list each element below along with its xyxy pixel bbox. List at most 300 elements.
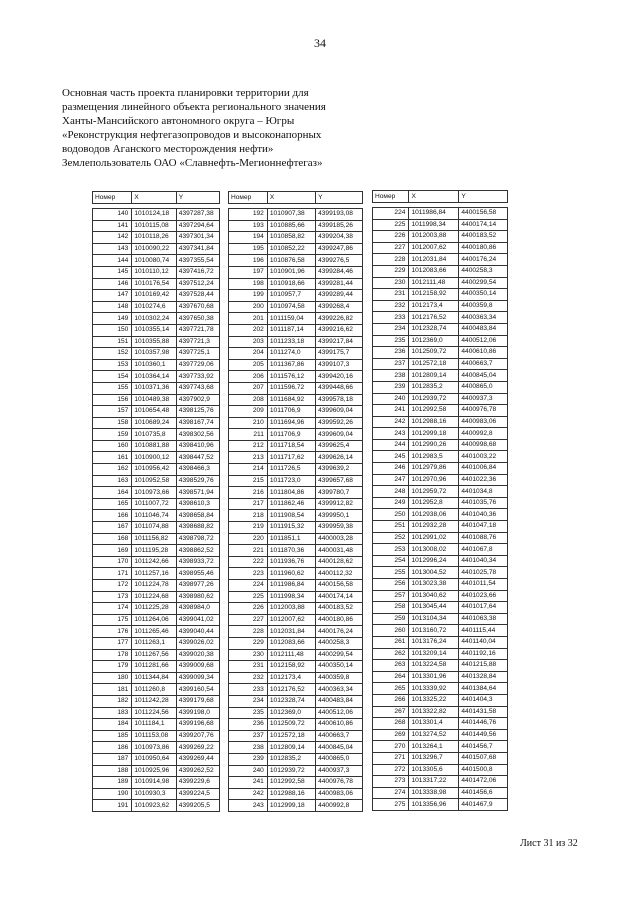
table-row — [93, 730, 220, 742]
x-coordinate-cell: 1013301,96 — [409, 671, 459, 683]
point-number-cell: 217 — [229, 498, 268, 510]
x-coordinate-cell: 1012111,48 — [409, 277, 459, 289]
table-row — [373, 567, 508, 579]
x-coordinate-cell: 1010956,42 — [132, 464, 176, 476]
x-coordinate-cell: 1010735,8 — [132, 429, 176, 441]
heading-line: Ханты-Мансийского автономного округа – Югры — [62, 115, 295, 127]
x-coordinate-cell: 1011908,54 — [267, 510, 315, 522]
page-number: 34 — [314, 36, 326, 50]
x-coordinate-cell: 1013176,24 — [409, 636, 459, 648]
y-coordinate-cell: 4401040,34 — [459, 555, 508, 567]
point-number-cell: 189 — [93, 777, 132, 789]
x-coordinate-cell: 1011260,8 — [132, 684, 176, 696]
y-coordinate-cell: 4399289,44 — [316, 290, 363, 302]
y-coordinate-cell: 4400128,62 — [316, 556, 363, 568]
point-number-cell: 234 — [229, 695, 268, 707]
x-coordinate-cell: 1012007,62 — [267, 614, 315, 626]
point-number-cell: 202 — [229, 324, 268, 336]
y-coordinate-cell: 4400258,3 — [459, 265, 508, 277]
x-coordinate-cell: 1012369,0 — [267, 707, 315, 719]
x-coordinate-cell: 1012988,16 — [267, 788, 315, 800]
y-coordinate-cell: 4401115,44 — [459, 625, 508, 637]
point-number-cell: 241 — [229, 777, 268, 789]
x-coordinate-cell: 1011224,56 — [132, 707, 176, 719]
y-coordinate-cell: 4401022,36 — [459, 474, 508, 486]
table-row — [229, 266, 363, 278]
y-coordinate-cell: 4399281,44 — [316, 278, 363, 290]
point-number-cell: 233 — [373, 312, 409, 324]
point-number-cell: 253 — [373, 544, 409, 556]
table-row — [373, 729, 508, 741]
x-coordinate-cell: 1012999,18 — [267, 800, 315, 812]
x-coordinate-cell: 1012932,28 — [409, 521, 459, 533]
table-row — [229, 800, 363, 812]
y-coordinate-cell: 4399196,68 — [176, 719, 219, 731]
table-row — [373, 787, 508, 799]
table-row — [229, 719, 363, 731]
x-coordinate-cell: 1013356,96 — [409, 799, 459, 811]
x-coordinate-cell: 1010914,98 — [132, 777, 176, 789]
y-coordinate-cell: 4400865,0 — [459, 381, 508, 393]
y-coordinate-cell: 4399912,82 — [316, 498, 363, 510]
y-coordinate-cell: 4398447,52 — [176, 452, 219, 464]
x-coordinate-cell: 1011264,06 — [132, 614, 176, 626]
y-coordinate-cell: 4399448,66 — [316, 382, 363, 394]
point-number-cell: 150 — [93, 324, 132, 336]
point-number-cell: 180 — [93, 672, 132, 684]
point-number-cell: 269 — [373, 729, 409, 741]
table-row — [93, 637, 220, 649]
point-number-cell: 206 — [229, 371, 268, 383]
point-number-cell: 181 — [93, 684, 132, 696]
x-coordinate-cell: 1011706,9 — [267, 406, 315, 418]
table-row — [373, 265, 508, 277]
point-number-cell: 233 — [229, 684, 268, 696]
x-coordinate-cell: 1012992,58 — [267, 777, 315, 789]
x-coordinate-cell: 1013040,62 — [409, 590, 459, 602]
table-row — [229, 649, 363, 661]
point-number-cell: 260 — [373, 625, 409, 637]
x-coordinate-cell: 1012996,24 — [409, 555, 459, 567]
table-row — [373, 741, 508, 753]
y-coordinate-cell: 4400998,68 — [459, 439, 508, 451]
table-row — [373, 428, 508, 440]
y-coordinate-cell: 4400003,28 — [316, 533, 363, 545]
table-row — [373, 300, 508, 312]
table-row — [373, 764, 508, 776]
point-number-cell: 190 — [93, 788, 132, 800]
table-row — [93, 417, 220, 429]
point-number-cell: 237 — [373, 358, 409, 370]
x-coordinate-cell: 1011263,1 — [132, 637, 176, 649]
y-coordinate-cell: 4399276,5 — [316, 255, 363, 267]
table-row — [229, 603, 363, 615]
point-number-cell: 232 — [373, 300, 409, 312]
table-row — [93, 301, 220, 313]
point-number-cell: 174 — [93, 603, 132, 615]
point-number-cell: 154 — [93, 371, 132, 383]
x-coordinate-cell: 1011726,5 — [267, 464, 315, 476]
y-coordinate-cell: 4398980,62 — [176, 591, 219, 603]
point-number-cell: 227 — [373, 242, 409, 254]
point-number-cell: 179 — [93, 661, 132, 673]
table-row — [373, 648, 508, 660]
y-coordinate-cell: 4401500,8 — [459, 764, 508, 776]
x-coordinate-cell: 1013160,72 — [409, 625, 459, 637]
y-coordinate-cell: 4397650,38 — [176, 313, 219, 325]
point-number-cell: 244 — [373, 439, 409, 451]
table-row — [229, 730, 363, 742]
table-row — [373, 509, 508, 521]
table-row — [93, 556, 220, 568]
x-coordinate-cell: 1012173,4 — [409, 300, 459, 312]
y-coordinate-cell: 4400845,04 — [459, 370, 508, 382]
y-coordinate-cell: 4399268,4 — [316, 301, 363, 313]
y-coordinate-cell: 4400299,54 — [459, 277, 508, 289]
x-coordinate-cell: 1011265,46 — [132, 626, 176, 638]
point-number-cell: 258 — [373, 602, 409, 614]
point-number-cell: 227 — [229, 614, 268, 626]
heading-line: Основная часть проекта планировки территории для — [62, 87, 309, 99]
y-coordinate-cell: 4400663,7 — [316, 730, 363, 742]
x-coordinate-cell: 1012509,72 — [409, 347, 459, 359]
y-coordinate-cell: 4400350,14 — [459, 289, 508, 301]
table-row — [229, 336, 363, 348]
x-coordinate-cell: 1010957,7 — [267, 290, 315, 302]
x-coordinate-cell: 1012176,52 — [267, 684, 315, 696]
table-row — [373, 625, 508, 637]
x-coordinate-cell: 1012999,18 — [409, 428, 459, 440]
y-coordinate-cell: 4400174,14 — [316, 591, 363, 603]
point-number-cell: 152 — [93, 348, 132, 360]
table-row — [93, 394, 220, 406]
table-row — [229, 637, 363, 649]
x-coordinate-cell: 1010918,66 — [267, 278, 315, 290]
x-coordinate-cell: 1011915,32 — [267, 522, 315, 534]
point-number-cell: 265 — [373, 683, 409, 695]
x-coordinate-cell: 1012176,52 — [409, 312, 459, 324]
point-number-cell: 172 — [93, 580, 132, 592]
y-coordinate-cell: 4401017,64 — [459, 602, 508, 614]
y-coordinate-cell: 4400176,24 — [459, 254, 508, 266]
x-coordinate-cell: 1010689,24 — [132, 417, 176, 429]
y-coordinate-cell: 4400983,06 — [316, 788, 363, 800]
y-coordinate-cell: 4398571,94 — [176, 487, 219, 499]
y-coordinate-cell: 4399269,44 — [176, 753, 219, 765]
y-coordinate-cell: 4401025,78 — [459, 567, 508, 579]
x-coordinate-cell: 1010925,96 — [132, 765, 176, 777]
table-row — [93, 209, 220, 221]
y-coordinate-cell: 4400183,52 — [459, 231, 508, 243]
y-coordinate-cell: 4401023,66 — [459, 590, 508, 602]
y-coordinate-cell: 4399625,4 — [316, 440, 363, 452]
y-coordinate-cell: 4401140,04 — [459, 636, 508, 648]
x-coordinate-cell: 1012328,74 — [409, 323, 459, 335]
point-number-cell: 241 — [373, 405, 409, 417]
point-number-cell: 149 — [93, 313, 132, 325]
y-coordinate-cell: 4399204,38 — [316, 232, 363, 244]
document-heading — [62, 86, 392, 170]
y-coordinate-cell: 4400363,34 — [316, 684, 363, 696]
point-number-cell: 232 — [229, 672, 268, 684]
y-coordinate-cell: 4400112,32 — [316, 568, 363, 580]
table-row — [373, 706, 508, 718]
table-row — [229, 232, 363, 244]
point-number-cell: 235 — [229, 707, 268, 719]
x-coordinate-cell: 1013274,52 — [409, 729, 459, 741]
point-number-cell: 187 — [93, 753, 132, 765]
y-coordinate-cell: 4400180,86 — [459, 242, 508, 254]
point-number-cell: 230 — [373, 277, 409, 289]
y-coordinate-cell: 4400299,54 — [316, 649, 363, 661]
y-coordinate-cell: 4397725,1 — [176, 348, 219, 360]
table-row — [373, 208, 508, 220]
x-coordinate-cell: 1010118,26 — [132, 232, 176, 244]
table-row — [229, 406, 363, 418]
column-header-number: Номер — [373, 191, 409, 203]
x-coordinate-cell: 1012983,5 — [409, 451, 459, 463]
point-number-cell: 271 — [373, 752, 409, 764]
x-coordinate-cell: 1011596,72 — [267, 382, 315, 394]
point-number-cell: 225 — [229, 591, 268, 603]
table-row — [93, 313, 220, 325]
x-coordinate-cell: 1012328,74 — [267, 695, 315, 707]
point-number-cell: 170 — [93, 556, 132, 568]
x-coordinate-cell: 1011986,84 — [267, 580, 315, 592]
y-coordinate-cell: 4397902,9 — [176, 394, 219, 406]
y-coordinate-cell: 4398798,72 — [176, 533, 219, 545]
x-coordinate-cell: 1011367,86 — [267, 359, 315, 371]
table-row — [229, 382, 363, 394]
table-row — [229, 348, 363, 360]
point-number-cell: 165 — [93, 498, 132, 510]
table-row — [373, 694, 508, 706]
y-coordinate-cell: 4399216,62 — [316, 324, 363, 336]
table-row — [229, 765, 363, 777]
table-row — [93, 429, 220, 441]
point-number-cell: 255 — [373, 567, 409, 579]
x-coordinate-cell: 1013004,52 — [409, 567, 459, 579]
table-row — [93, 545, 220, 557]
y-coordinate-cell: 4401035,76 — [459, 497, 508, 509]
point-number-cell: 157 — [93, 406, 132, 418]
y-coordinate-cell: 4398466,3 — [176, 464, 219, 476]
y-coordinate-cell: 4399626,14 — [316, 452, 363, 464]
y-coordinate-cell: 4398933,72 — [176, 556, 219, 568]
table-row — [93, 603, 220, 615]
x-coordinate-cell: 1011242,66 — [132, 556, 176, 568]
point-number-cell: 148 — [93, 301, 132, 313]
table-row — [229, 301, 363, 313]
point-number-cell: 195 — [229, 243, 268, 255]
y-coordinate-cell: 4401034,8 — [459, 486, 508, 498]
table-row — [373, 486, 508, 498]
table-row — [93, 765, 220, 777]
y-coordinate-cell: 4398167,74 — [176, 417, 219, 429]
y-coordinate-cell: 4397301,34 — [176, 232, 219, 244]
table-row — [373, 370, 508, 382]
point-number-cell: 162 — [93, 464, 132, 476]
point-number-cell: 234 — [373, 323, 409, 335]
table-row — [93, 464, 220, 476]
x-coordinate-cell: 1010852,22 — [267, 243, 315, 255]
x-coordinate-cell: 1012007,62 — [409, 242, 459, 254]
table-row — [229, 371, 363, 383]
point-number-cell: 205 — [229, 359, 268, 371]
point-number-cell: 220 — [229, 533, 268, 545]
table-row — [229, 695, 363, 707]
point-number-cell: 225 — [373, 219, 409, 231]
y-coordinate-cell: 4399193,08 — [316, 209, 363, 221]
table-row — [229, 440, 363, 452]
x-coordinate-cell: 1011046,74 — [132, 510, 176, 522]
table-row — [373, 555, 508, 567]
x-coordinate-cell: 1011267,56 — [132, 649, 176, 661]
table-row — [229, 359, 363, 371]
heading-line: Землепользователь ОАО «Славнефть-Мегионнефтегаз» — [62, 157, 323, 169]
y-coordinate-cell: 4397355,54 — [176, 255, 219, 267]
table-row — [373, 358, 508, 370]
point-number-cell: 256 — [373, 579, 409, 591]
y-coordinate-cell: 4400512,06 — [316, 707, 363, 719]
x-coordinate-cell: 1011694,96 — [267, 417, 315, 429]
table-row — [229, 243, 363, 255]
table-row — [373, 416, 508, 428]
table-row — [229, 522, 363, 534]
point-number-cell: 188 — [93, 765, 132, 777]
x-coordinate-cell: 1011224,68 — [132, 591, 176, 603]
table-row — [373, 451, 508, 463]
column-header-x: X — [132, 192, 176, 204]
point-number-cell: 223 — [229, 568, 268, 580]
x-coordinate-cell: 1010274,6 — [132, 301, 176, 313]
point-number-cell: 242 — [373, 416, 409, 428]
x-coordinate-cell: 1012369,0 — [409, 335, 459, 347]
table-row — [373, 381, 508, 393]
x-coordinate-cell: 1011717,62 — [267, 452, 315, 464]
x-coordinate-cell: 1013301,4 — [409, 718, 459, 730]
heading-line: водоводов Аганского месторождения нефти» — [62, 143, 274, 155]
column-header-x: X — [409, 191, 459, 203]
table-row — [373, 335, 508, 347]
heading-line: размещения линейного объекта регионального значения — [62, 101, 326, 113]
table-row — [229, 429, 363, 441]
x-coordinate-cell: 1011159,04 — [267, 313, 315, 325]
table-row — [93, 290, 220, 302]
point-number-cell: 200 — [229, 301, 268, 313]
point-number-cell: 140 — [93, 209, 132, 221]
x-coordinate-cell: 1011576,12 — [267, 371, 315, 383]
y-coordinate-cell: 4399269,22 — [176, 742, 219, 754]
y-coordinate-cell: 4400156,58 — [459, 208, 508, 220]
y-coordinate-cell: 4399107,3 — [316, 359, 363, 371]
y-coordinate-cell: 4397528,44 — [176, 290, 219, 302]
x-coordinate-cell: 1011233,18 — [267, 336, 315, 348]
y-coordinate-cell: 4399226,82 — [316, 313, 363, 325]
x-coordinate-cell: 1010900,12 — [132, 452, 176, 464]
x-coordinate-cell: 1012992,58 — [409, 405, 459, 417]
x-coordinate-cell: 1012835,2 — [267, 753, 315, 765]
point-number-cell: 228 — [229, 626, 268, 638]
x-coordinate-cell: 1013045,44 — [409, 602, 459, 614]
table-row — [229, 278, 363, 290]
x-coordinate-cell: 1010360,1 — [132, 359, 176, 371]
table-row — [93, 406, 220, 418]
y-coordinate-cell: 4399040,44 — [176, 626, 219, 638]
table-row — [93, 695, 220, 707]
y-coordinate-cell: 4400845,04 — [316, 742, 363, 754]
point-number-cell: 164 — [93, 487, 132, 499]
table-row — [93, 672, 220, 684]
point-number-cell: 237 — [229, 730, 268, 742]
y-coordinate-cell: 4400983,06 — [459, 416, 508, 428]
point-number-cell: 249 — [373, 497, 409, 509]
point-number-cell: 270 — [373, 741, 409, 753]
point-number-cell: 267 — [373, 706, 409, 718]
x-coordinate-cell: 1010974,58 — [267, 301, 315, 313]
point-number-cell: 268 — [373, 718, 409, 730]
point-number-cell: 186 — [93, 742, 132, 754]
x-coordinate-cell: 1010973,86 — [132, 742, 176, 754]
x-coordinate-cell: 1011225,28 — [132, 603, 176, 615]
table-row — [93, 580, 220, 592]
point-number-cell: 248 — [373, 486, 409, 498]
x-coordinate-cell: 1010885,66 — [267, 220, 315, 232]
x-coordinate-cell: 1013325,22 — [409, 694, 459, 706]
point-number-cell: 218 — [229, 510, 268, 522]
point-number-cell: 153 — [93, 359, 132, 371]
table-row — [93, 243, 220, 255]
x-coordinate-cell: 1013104,34 — [409, 613, 459, 625]
x-coordinate-cell: 1010090,22 — [132, 243, 176, 255]
table-row — [373, 242, 508, 254]
table-row — [93, 487, 220, 499]
point-number-cell: 168 — [93, 533, 132, 545]
y-coordinate-cell: 4400174,14 — [459, 219, 508, 231]
point-number-cell: 216 — [229, 487, 268, 499]
point-number-cell: 158 — [93, 417, 132, 429]
table-row — [373, 347, 508, 359]
table-row — [93, 777, 220, 789]
table-row — [229, 417, 363, 429]
point-number-cell: 274 — [373, 787, 409, 799]
point-number-cell: 210 — [229, 417, 268, 429]
y-coordinate-cell: 4399639,2 — [316, 464, 363, 476]
y-coordinate-cell: 4399592,26 — [316, 417, 363, 429]
y-coordinate-cell: 4400156,58 — [316, 580, 363, 592]
table-row — [373, 532, 508, 544]
x-coordinate-cell: 1011998,34 — [409, 219, 459, 231]
y-coordinate-cell: 4399009,68 — [176, 661, 219, 673]
point-number-cell: 196 — [229, 255, 268, 267]
x-coordinate-cell: 1012939,72 — [267, 765, 315, 777]
y-coordinate-cell: 4399609,04 — [316, 406, 363, 418]
y-coordinate-cell: 4400976,78 — [316, 777, 363, 789]
y-coordinate-cell: 4399262,52 — [176, 765, 219, 777]
x-coordinate-cell: 1013209,14 — [409, 648, 459, 660]
table-row — [373, 497, 508, 509]
x-coordinate-cell: 1013296,7 — [409, 752, 459, 764]
table-row — [373, 579, 508, 591]
table-row — [229, 510, 363, 522]
y-coordinate-cell: 4399205,5 — [176, 800, 219, 812]
x-coordinate-cell: 1011224,78 — [132, 580, 176, 592]
point-number-cell: 151 — [93, 336, 132, 348]
y-coordinate-cell: 4401047,18 — [459, 521, 508, 533]
x-coordinate-cell: 1012003,88 — [409, 231, 459, 243]
x-coordinate-cell: 1010355,14 — [132, 324, 176, 336]
table-row — [229, 742, 363, 754]
